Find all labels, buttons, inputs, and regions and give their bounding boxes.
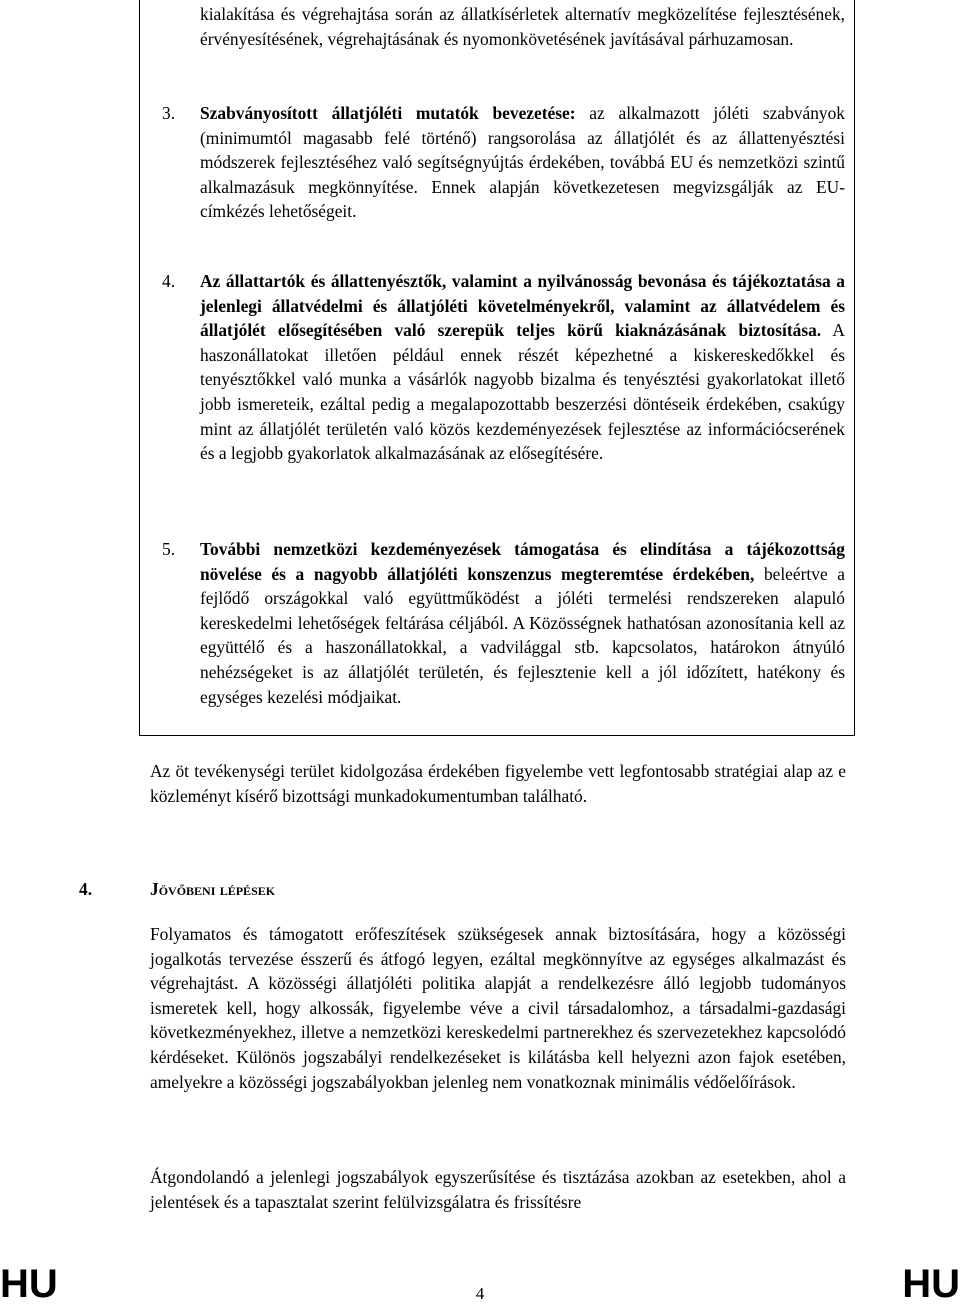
item-5-number: 5. <box>162 539 176 559</box>
item-3-heading: Szabványosított állatjóléti mutatók bevezetése: <box>200 103 576 123</box>
item-5-paragraph <box>200 537 845 709</box>
item-4-paragraph <box>200 269 845 466</box>
footer-language-right: HU <box>902 1262 960 1306</box>
body-paragraph-1: Folyamatos és támogatott erőfeszítések szükségesek annak biztosítására, hogy a közösségi jogalkotás tervezése ésszerű és átfogó legyen, ezáltal megkönnyítve az egységes alkalmazást és végrehajtást. A közösségi állatjóléti politika alapját a rendelkezésre álló legjobb tudományos ismeretek kell, hogy alkossák, figyelembe véve a civil társadalomhoz, a társadalmi-gazdasági következményekhez, illetve a nemzetközi kereskedelmi partnerekhez és szervezetekhez kapcsolódó kérdéseket. Különös jogszabályi rendelkezéseket is kilátásba kell helyezni azon fajok esetében, amelyekre a közösségi jogszabályokban jelenleg nem vonatkoznak minimális védőelőírások. <box>150 924 846 1092</box>
section-number: 4. <box>79 879 93 899</box>
item-4-number: 4. <box>162 271 176 291</box>
after-box-paragraph: Az öt tevékenységi terület kidolgozása érdekében figyelembe vett legfontosabb stratégiai alap az e közleményt kísérő bizottsági munkadokumentumban található. <box>150 761 846 806</box>
item-3-paragraph <box>200 101 845 224</box>
page-number: 4 <box>475 1284 485 1303</box>
body-paragraph-2: Átgondolandó a jelenlegi jogszabályok egyszerűsítése és tisztázása azokban az esetekben, ahol a jelentések és a tapasztalat szerint felülvizsgálatra és frissítésre <box>150 1167 846 1212</box>
section-title: Jövőbeni lépések <box>150 879 276 899</box>
item-4-text: A haszonállatokat illetően például ennek részét képezhetné a kiskereskedőkkel és tenyésztőkkel való munka a vásárlók nagyobb bizalma és tenyésztési gyakorlatokat illető jobb ismereteik, ezáltal pedig a megalapozottabb beszerzési döntéseik érdekében, csakúgy mint az állatjólét területén való közös kezdeményezések fejlesztése az információcserének és a legjobb gyakorlatok alkalmazásának az elősegítésére. <box>200 320 845 464</box>
item-3-text: az alkalmazott jóléti szabványok (minimumtól magasabb felé történő) rangsorolása az állatjólét és az állattenyésztési módszerek fejlesztéséhez való segítségnyújtás érdekében, továbbá EU és nemzetközi szintű alkalmazásuk megkönnyítése. Ennek alapján következetesen megvizsgálják az EU-címkézés lehetőségeit. <box>200 103 845 222</box>
box-intro-paragraph: kialakítása és végrehajtása során az állatkísérletek alternatív megközelítése fejlesztésének, érvényesítésének, végrehajtásának és nyomonkövetésének javításával párhuzamosan. <box>200 4 845 49</box>
footer-language-left: HU <box>0 1262 58 1306</box>
item-5-text: beleértve a fejlődő országokkal való együttműködést a jóléti termelési rendszereken alapuló kereskedelmi lehetőségek feltárása céljából. A Közösségnek hathatósan azonosítania kell az együttélő és a haszonállatokkal, a vadvilággal stb. kapcsolatos, határokon átnyúló nehézségeket is az állatjólét területén, és fejlesztenie kell a jól időzített, hatékony és egységes kezelési módjaikat. <box>200 563 845 707</box>
item-4-heading: Az állattartók és állattenyésztők, valamint a nyilvánosság bevonása és tájékoztatása a jelenlegi állatvédelmi és állatjóléti követelményekről, valamint az állatvédelem és állatjólét elősegítésében való szerepük teljes körű kiaknázásának biztosítása. <box>200 271 845 341</box>
item-3-number: 3. <box>162 103 176 123</box>
item-5-heading: További nemzetközi kezdeményezések támogatása és elindítása a tájékozottság növelése és a nagyobb állatjóléti konszenzus megteremtése érdekében, <box>200 539 845 584</box>
